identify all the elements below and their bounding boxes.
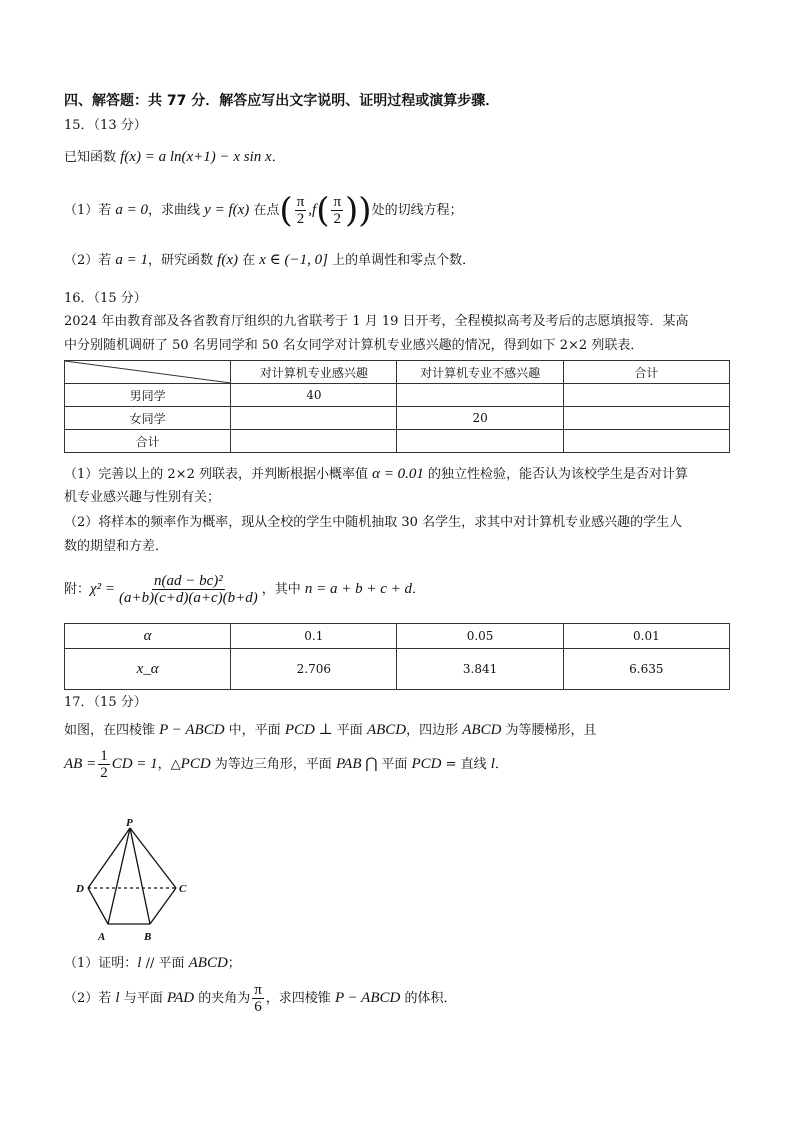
q17-cd: CD = 1 (111, 756, 158, 772)
q15-part1-mid: ，求曲线 (148, 203, 205, 218)
q17-part2-e: 的体积． (400, 991, 457, 1006)
q16-part1-b: 的独立性检验，能否认为该校学生是否对计算 (423, 467, 688, 482)
chi-where: ，其中 (261, 582, 305, 597)
table-cell (563, 430, 729, 453)
q17-pcd3: PCD (411, 756, 442, 772)
label-c: C (179, 883, 187, 895)
table-header: 对计算机专业不感兴趣 (397, 361, 563, 384)
q17-line2-f: ． (494, 757, 508, 772)
table-row (65, 624, 730, 649)
q17-pcd2: PCD (180, 756, 211, 772)
appendix-label: 附： (64, 582, 91, 597)
q16-part1-line1 (64, 465, 688, 484)
chi-lhs: χ² = (90, 581, 115, 597)
label-p: P (126, 817, 133, 829)
q15-part1-suffix: 处的切线方程； (371, 203, 463, 218)
table-cell (231, 430, 397, 453)
chi-fraction (117, 573, 260, 606)
q17-line2-c: 为等边三角形，平面 (210, 757, 336, 772)
q15-point-f: f (312, 202, 317, 218)
q17-line2-b: ，△ (157, 757, 181, 772)
q15-part1-mid2: 在点 (249, 203, 280, 218)
q17-angle: $\frac{\pi}{6}$ (254, 982, 262, 1015)
table-cell: 女同学 (65, 407, 231, 430)
table-cell: 合计 (65, 430, 231, 453)
table-row (65, 649, 730, 690)
table-cell: 2.706 (231, 649, 397, 690)
q16-number: 16．（15 分） (64, 291, 147, 306)
q17-pyramid: P − ABCD (159, 722, 225, 738)
q17-line1-a: 如图，在四棱锥 (64, 723, 160, 738)
q15-part2-func: f(x) (217, 252, 238, 268)
diagonal-line (65, 361, 231, 383)
q15-part1-cond: a = 0 (115, 202, 149, 218)
q16-part2-line2: 数的期望和方差． (64, 539, 169, 554)
q17-line1-b: 中，平面 (224, 723, 285, 738)
table-cell: 0.05 (397, 624, 563, 649)
q17-line2-d: 平面 (381, 757, 412, 772)
q17-part1-l: l (137, 955, 142, 971)
edge-pa (108, 828, 130, 924)
q17-line1 (64, 721, 597, 740)
q17-part2-d: ，求四棱锥 (265, 991, 335, 1006)
q17-l: l (490, 756, 495, 772)
q16-stem-line1: 2024 年由教育部及各省教育厅组织的九省联考于 1 月 19 日开考，全程模拟高考及考后的志愿填报等．某高 (64, 314, 689, 329)
label-d: D (76, 883, 84, 895)
q17-pab: PAB (335, 756, 362, 772)
table-cell: 3.841 (397, 649, 563, 690)
critical-value-table (64, 623, 730, 690)
q16-alpha: α = 0.01 (372, 466, 424, 482)
q17-line2 (64, 746, 508, 783)
q15-number: 15．（13 分） (64, 118, 147, 133)
q15-part1-prefix: （1）若 (64, 203, 116, 218)
table-cell (563, 407, 729, 430)
table-cell: 20 (397, 407, 563, 430)
table-cell: 40 (231, 384, 397, 407)
q17-part2-pad: PAD (166, 990, 195, 1006)
q17-part2 (64, 980, 456, 1017)
table-cell (231, 407, 397, 430)
q17-abcd: ABCD (366, 722, 407, 738)
table-row (65, 430, 730, 453)
table-cell: α (65, 624, 231, 649)
edge-bc (150, 888, 176, 924)
table-row (65, 407, 730, 430)
q17-part2-p: P − ABCD (334, 990, 401, 1006)
q17-abcd2: ABCD (462, 722, 502, 738)
q15-part2-mid2: 在 (238, 253, 260, 268)
q17-line1-d: ，四边形 (406, 723, 463, 738)
table-cell: x_α (65, 649, 231, 690)
q16-part1-line2: 机专业感兴趣与性别有关； (64, 490, 221, 505)
table-cell (563, 384, 729, 407)
q16-stem-line2: 中分别随机调研了 50 名男同学和 50 名女同学对计算机专业感兴趣的情况，得到如下 2×2 列联表． (64, 338, 644, 353)
q15-stem-suffix: ． (271, 150, 285, 165)
label-b: B (144, 931, 152, 943)
chi-end: ． (412, 582, 426, 597)
q15-part2-domain: x ∈ (−1, 0] (259, 252, 328, 268)
q15-part1: （1）若 a = 0，求曲线 y = f(x) 在点( $\frac{\pi}{2}$ ,f( $\frac{\pi}{2}$ ))处的切线方程； (64, 190, 463, 231)
q17-part1-a: （1）证明： (64, 956, 138, 971)
q17-part1-c: ； (227, 956, 241, 971)
q15-part2-cond: a = 1 (115, 252, 149, 268)
q17-part1-abcd: ABCD (188, 955, 228, 971)
q17-line2-e: = 直线 (441, 757, 491, 772)
q15-point-fx: $\frac{\pi}{2}$ (333, 194, 342, 227)
q16-part1-a: （1）完善以上的 2×2 列联表，并判断根据小概率值 (64, 467, 373, 482)
q17-part1 (64, 954, 241, 973)
q17-part2-l: l (115, 990, 120, 1006)
q15-part2-mid: ，研究函数 (148, 253, 218, 268)
table-cell (397, 384, 563, 407)
chi-denominator: (a+b)(c+d)(a+c)(b+d) (118, 590, 258, 606)
q15-part2-prefix: （2）若 (64, 253, 116, 268)
q15-stem-prefix: 已知函数 (64, 150, 121, 165)
q16-part2-line1: （2）将样本的频率作为概率，现从全校的学生中随机抽取 30 名学生，求其中对计算机专业感兴趣的学生人 (64, 515, 683, 530)
q15-func: f(x) = a ln(x+1) − x sin x (120, 149, 272, 165)
table-header-row (65, 361, 730, 384)
q17-line1-e: 为等腰梯形，且 (501, 723, 597, 738)
q17-half: $\frac{1}{2}$ (100, 748, 108, 781)
q17-ab: AB = (64, 756, 97, 772)
q17-number: 17．（15 分） (64, 695, 147, 710)
chi-square-formula (64, 567, 425, 612)
pyramid-figure (76, 817, 202, 944)
q15-part2 (64, 251, 475, 270)
q17-part1-b: // 平面 (141, 956, 189, 971)
q17-cap: ⋂ (361, 756, 382, 772)
q15-part1-curve: y = f(x) (204, 202, 250, 218)
table-cell: 男同学 (65, 384, 231, 407)
contingency-table (64, 360, 730, 453)
table-cell (397, 430, 563, 453)
chi-numerator: n(ad − bc)² (153, 573, 223, 589)
edge-da (88, 888, 108, 924)
q15-point-x: $\frac{\pi}{2}$ (296, 194, 305, 227)
edge-pb (130, 828, 150, 924)
table-cell: 0.1 (231, 624, 397, 649)
q17-pcd: PCD ⊥ (284, 722, 333, 738)
section-title: 四、解答题：共 77 分．解答应写出文字说明、证明过程或演算步骤． (64, 93, 500, 109)
table-header: 合计 (563, 361, 729, 384)
table-row (65, 384, 730, 407)
table-cell: 0.01 (563, 624, 729, 649)
table-diagonal-cell (65, 361, 231, 384)
table-header: 对计算机专业感兴趣 (231, 361, 397, 384)
q15-part2-suffix: 上的单调性和零点个数． (327, 253, 476, 268)
table-cell: 6.635 (563, 649, 729, 690)
chi-n: n = a + b + c + d (304, 581, 413, 597)
q15-stem (64, 148, 285, 167)
q17-part2-a: （2）若 (64, 991, 116, 1006)
q17-line1-c: 平面 (332, 723, 367, 738)
q17-part2-c: 的夹角为 (194, 991, 251, 1006)
q17-part2-b: 与平面 (119, 991, 167, 1006)
label-a: A (98, 931, 106, 943)
